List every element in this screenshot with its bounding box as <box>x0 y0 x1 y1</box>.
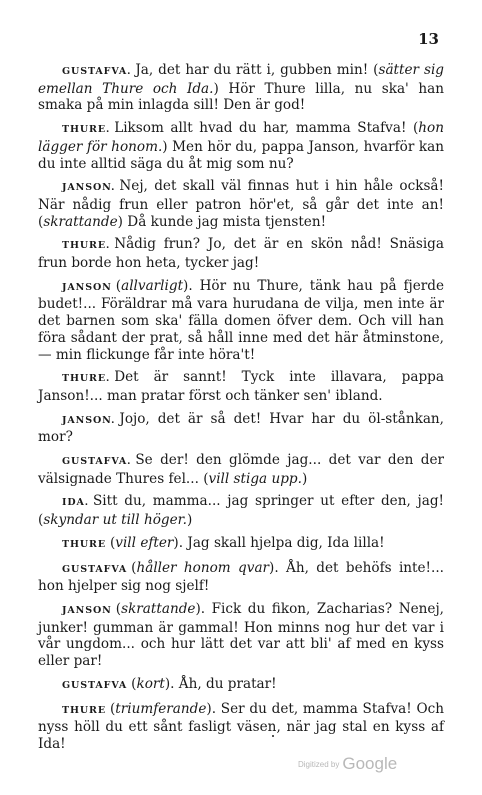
dialogue-text: Jojo, det är så det! Hvar har du öl-stånkan, mor? <box>38 410 444 446</box>
dialogue-text: ( <box>109 700 116 717</box>
text-body <box>38 62 444 759</box>
dialogue-paragraph <box>38 560 444 595</box>
stage-direction: kort <box>136 675 165 692</box>
speaker-name: THURE <box>62 538 106 550</box>
dialogue-paragraph <box>38 236 444 271</box>
dialogue-text: ( <box>131 675 137 692</box>
stage-direction: hon lägger för honom. <box>38 120 444 155</box>
stage-direction: sätter sig emellan Thure och Ida. <box>38 62 444 97</box>
watermark-prefix: Digitized by <box>298 759 340 769</box>
speaker-name: GUSTAFVA. <box>62 456 132 468</box>
speaker-name: GUSTAFVA. <box>62 66 132 77</box>
speaker-name: THURE. <box>62 124 111 136</box>
dialogue-text: ). Åh, det behöfs inte!... hon hjelper sig nog sjelf! <box>38 559 444 595</box>
dialogue-paragraph <box>38 278 444 364</box>
speaker-name: JANSON <box>62 281 112 293</box>
dialogue-text: ( <box>131 559 137 576</box>
watermark-brand: Google <box>342 754 398 773</box>
dialogue-paragraph <box>38 411 444 446</box>
dialogue-text: ) <box>186 512 193 529</box>
dialogue-text: Nej, det skall väl finnas hut i hin håle också! När nådig frun eller patron hör'et, så går det inte an! ( <box>38 178 444 230</box>
speaker-name: JANSON <box>62 604 112 616</box>
stage-direction: allvarligt <box>121 277 184 294</box>
dialogue-paragraph <box>38 178 444 230</box>
dialogue-text: Nådig frun? Jo, det är en skön nåd! Snäsiga frun borde hon heta, tycker jag! <box>38 236 444 272</box>
dialogue-text: Ja, det har du rätt i, gubben min! ( <box>135 62 379 78</box>
dialogue-text: ) <box>301 470 308 487</box>
dialogue-paragraph <box>38 452 444 487</box>
speaker-name: GUSTAFVA <box>62 563 128 575</box>
speaker-name: IDA. <box>62 497 89 509</box>
dialogue-paragraph <box>38 676 444 695</box>
stage-direction: skyndar ut till höger. <box>43 512 187 529</box>
dialogue-text: ) Då kunde jag mista tjensten! <box>117 213 327 230</box>
stage-direction: vill efter <box>115 534 174 551</box>
speaker-name: THURE. <box>62 240 111 252</box>
speaker-name: THURE <box>62 704 106 716</box>
dialogue-paragraph <box>38 62 444 114</box>
dialogue-text: ). Jag skall hjelpa dig, Ida lilla! <box>173 534 385 551</box>
dialogue-text: ) Hör Thure lilla, nu ska' han smaka på min inlagda sill! Den är god! <box>38 80 444 114</box>
stage-direction: skrattande <box>121 600 196 617</box>
dialogue-paragraph <box>38 701 444 753</box>
stage-direction: vill stiga upp. <box>208 470 302 487</box>
page-number: 13 <box>418 30 439 48</box>
dialogue-text: ( <box>109 534 116 551</box>
dialogue-text: ). Hör nu Thure, tänk hau på fjerde budet!... Föräldrar må vara hurudana de vilja, men inte är det barnen som ska' fälla domen öfver dem. Och vill han föra sådant der prat, så håll inne med det här åtminstone, — min flickunge får inte höra't! <box>38 277 444 363</box>
dialogue-text: Sitt du, mamma... jag springer ut efter den, jag! ( <box>38 493 444 529</box>
dialogue-text: ). Ser du det, mamma Stafva! Och nyss höll du ett sånt fasligt väsen, när jag stal en kyss af Ida! <box>38 700 444 752</box>
speaker-name: JANSON. <box>62 182 116 194</box>
stage-direction: skrattande <box>43 213 118 230</box>
dialogue-text: ( <box>115 600 122 617</box>
ink-speck <box>272 735 274 737</box>
dialogue-paragraph <box>38 493 444 528</box>
dialogue-paragraph <box>38 535 444 554</box>
speaker-name: GUSTAFVA <box>62 679 128 691</box>
stage-direction: håller honom qvar <box>136 559 270 576</box>
dialogue-paragraph <box>38 120 444 172</box>
speaker-name: THURE. <box>62 373 111 385</box>
dialogue-text: Liksom allt hvad du har, mamma Stafva! ( <box>114 120 419 137</box>
dialogue-paragraph <box>38 369 444 404</box>
stage-direction: triumferande <box>115 700 207 717</box>
dialogue-text: ). Fick du fikon, Zacharias? Nenej, junker! gumman är gammal! Hon minns nog hur det var i vår ungdom... och hur lätt det var att bli' af med en kyss eller par! <box>38 600 444 670</box>
dialogue-text: ( <box>115 277 122 294</box>
dialogue-text: ). Åh, du pratar! <box>164 675 277 692</box>
dialogue-text: Se der! den glömde jag... det var den der välsignade Thures fel... ( <box>38 452 444 487</box>
dialogue-text: ) Men hör du, pappa Janson, hvarför kan du inte alltid säga du åt mig som nu? <box>38 138 444 172</box>
dialogue-paragraph <box>38 601 444 670</box>
dialogue-text: Det är sannt! Tyck inte illavara, pappa Janson!... man pratar först och tänker sen' ibland. <box>38 369 444 404</box>
speaker-name: JANSON. <box>62 414 116 426</box>
digitized-watermark <box>298 754 397 774</box>
